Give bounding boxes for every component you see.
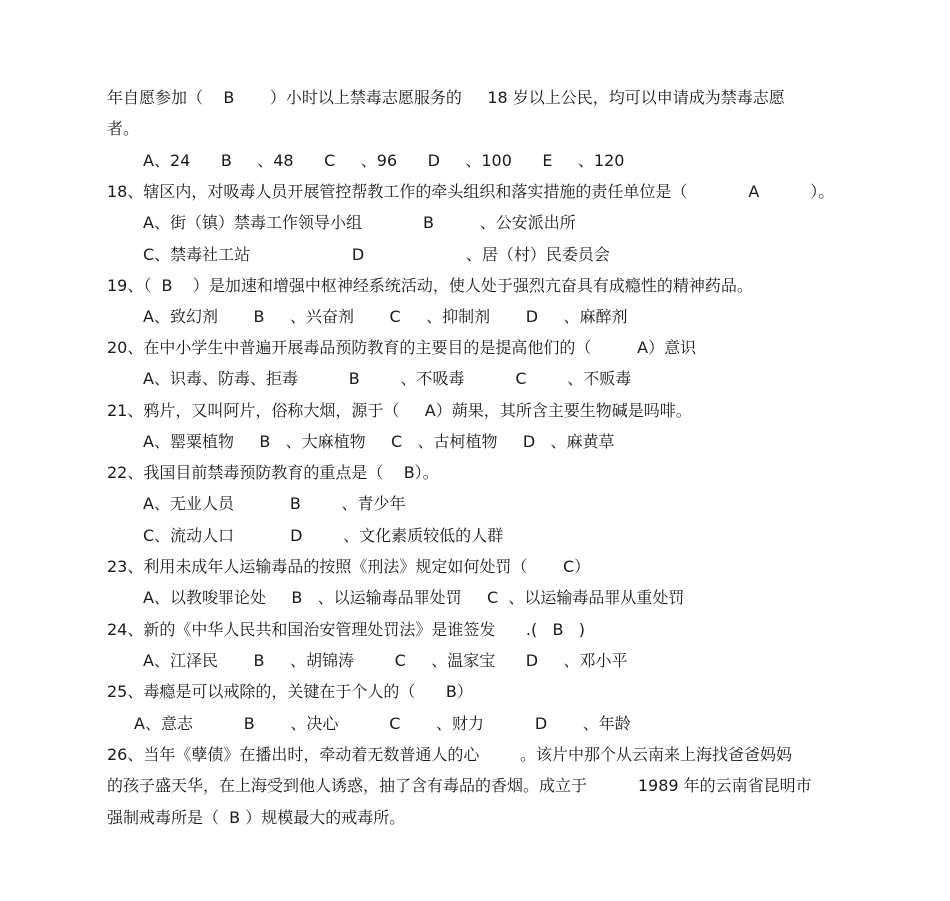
question-19: 19、（ B ）是加速和增强中枢神经系统活动，使人处于强烈亢奋具有成瘾性的精神药品。 xyxy=(107,276,753,295)
text-line-intro-end: 者。 xyxy=(107,119,140,138)
question-25: 25、毒瘾是可以戒除的，关键在于个人的（ B） xyxy=(107,682,473,701)
question-23: 23、利用未成年人运输毒品的按照《刑法》规定如何处罚（ C） xyxy=(107,557,591,576)
options-line-24: A、江泽民 B 、胡锦涛 C 、温家宝 D 、邓小平 xyxy=(143,651,628,670)
options-line-17: A、24 B 、48 C 、96 D 、100 E 、120 xyxy=(143,151,625,170)
options-line-22-a: A、无业人员 B 、青少年 xyxy=(143,494,406,513)
question-26-line-3: 强制戒毒所是（ B ）规模最大的戒毒所。 xyxy=(107,808,406,827)
options-line-23: A、以教唆罪论处 B 、以运输毒品罪处罚 C 、以运输毒品罪从重处罚 xyxy=(143,588,685,607)
question-26-line-1: 26、当年《孽债》在播出时，牵动着无数普通人的心 。该片中那个从云南来上海找爸爸妈妈 xyxy=(107,745,793,764)
options-line-25: A、意志 B 、决心 C 、财力 D 、年龄 xyxy=(134,714,631,733)
options-line-19: A、致幻剂 B 、兴奋剂 C 、抑制剂 D 、麻醉剂 xyxy=(143,307,628,326)
options-line-20: A、识毒、防毒、拒毒 B 、不吸毒 C 、不贩毒 xyxy=(143,369,632,388)
options-line-22-b: C、流动人口 D 、文化素质较低的人群 xyxy=(143,526,504,545)
question-18: 18、辖区内，对吸毒人员开展管控帮教工作的牵头组织和落实措施的责任单位是（ A ）。 xyxy=(107,182,835,201)
question-24: 24、新的《中华人民共和国治安管理处罚法》是谁签发 .( B ) xyxy=(107,620,585,639)
text-line-intro-continued: 年自愿参加（ B ）小时以上禁毒志愿服务的 18 岁以上公民，均可以申请成为禁毒志愿 xyxy=(107,88,785,107)
question-22: 22、我国目前禁毒预防教育的重点是（ B）。 xyxy=(107,463,439,482)
question-21: 21、鸦片，又叫阿片，俗称大烟，源于（ A）蒴果，其所含主要生物碱是吗啡。 xyxy=(107,401,692,420)
options-line-21: A、罂粟植物 B 、大麻植物 C 、古柯植物 D 、麻黄草 xyxy=(143,432,615,451)
options-line-18-b: C、禁毒社工站 D 、居（村）民委员会 xyxy=(143,245,610,264)
question-20: 20、在中小学生中普遍开展毒品预防教育的主要目的是提高他们的（ A）意识 xyxy=(107,338,697,357)
question-26-line-2: 的孩子盛天华，在上海受到他人诱惑，抽了含有毒品的香烟。成立于 1989 年的云南省昆明市 xyxy=(107,776,812,795)
options-line-18-a: A、街（镇）禁毒工作领导小组 B 、公安派出所 xyxy=(143,213,576,232)
